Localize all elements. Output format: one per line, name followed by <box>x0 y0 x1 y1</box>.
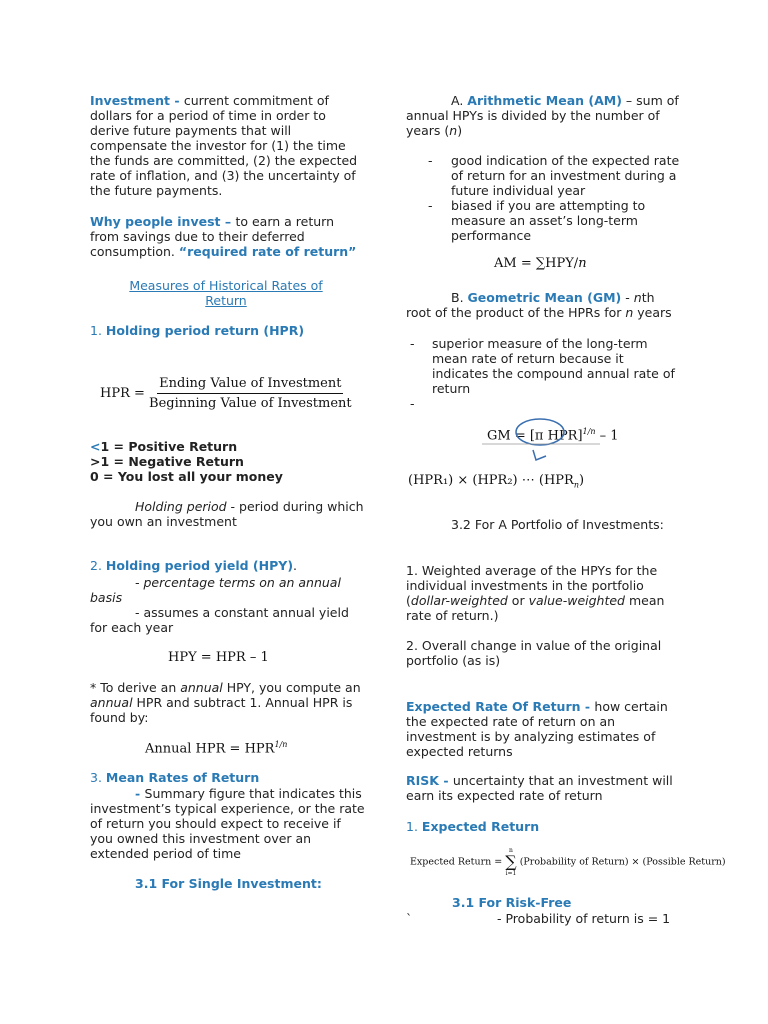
am-formula-n: n <box>578 256 587 271</box>
gm-prefix: B. <box>451 290 468 305</box>
expected-rate-term: Expected Rate Of Return - <box>406 699 595 714</box>
why-invest-definition: to earn a return from savings due to their deferred consumption. <box>90 214 334 259</box>
gm-circle-mark <box>516 419 564 445</box>
hpr-formula-lhs: HPR = <box>100 386 150 401</box>
gm-title: Geometric Mean (GM) <box>467 290 622 305</box>
sigma-top: n <box>509 847 513 854</box>
risk-paragraph <box>406 773 681 803</box>
hpy-line1 <box>90 575 365 605</box>
portfolio-p1-a: 1. Weighted average of the HPYs for the individual investments in the portfolio ( <box>406 563 658 608</box>
risk-free-tick: ` <box>406 911 413 926</box>
gm-def-n-2: n <box>625 305 634 320</box>
hpy-line1-text: - percentage terms on an annual basis <box>90 575 341 605</box>
gm-def-b: th root of the product of the HPRs for <box>406 290 655 320</box>
gm-product-end: ) <box>578 473 585 488</box>
risk-definition: uncertainty that an investment will earn its expected rate of return <box>406 773 673 803</box>
gm-bullet-empty: - <box>410 396 415 411</box>
measures-title: Measures of Historical Rates of Return <box>129 278 323 308</box>
hpy-line2-text: - assumes a constant annual yield for each year <box>90 605 349 635</box>
risk-free-heading <box>452 895 571 910</box>
risk-term: RISK - <box>406 773 453 788</box>
annual-note <box>90 680 365 725</box>
gm-formula-rhs: – 1 <box>595 428 619 444</box>
hpr-heading <box>90 323 365 338</box>
annual-note-c: HPR and subtract 1. Annual HPR is found by: <box>90 695 353 725</box>
hpy-heading <box>90 558 365 573</box>
hpr-rule-negative: >1 = Negative Return <box>90 454 244 469</box>
portfolio-point-2: 2. Overall change in value of the original portfolio (as is) <box>406 638 662 668</box>
am-paragraph <box>406 93 681 138</box>
hpr-denominator: Beginning Value of Investment <box>149 396 352 411</box>
gm-product <box>408 473 584 493</box>
expected-rate-paragraph <box>406 699 681 759</box>
holding-period-definition: - period during which you own an investment <box>90 499 364 529</box>
mean-heading <box>90 770 365 785</box>
am-formula-text: AM = ∑HPY/ <box>494 256 579 271</box>
annual-hpr-exponent: 1/n <box>274 740 288 749</box>
expected-return-heading <box>406 819 681 834</box>
investment-paragraph <box>90 93 365 198</box>
hpy-dot: . <box>293 558 298 573</box>
annual-note-b: HPY, you compute an <box>222 680 361 695</box>
am-prefix: A. <box>451 93 468 108</box>
gm-def-a: - <box>621 290 634 305</box>
gm-def-c: years <box>633 305 672 320</box>
investment-term: Investment - <box>90 93 184 108</box>
portfolio-p1-i1: dollar-weighted <box>410 593 508 608</box>
sigma-bottom: i=1 <box>505 870 517 877</box>
mean-definition-text: Summary figure that indicates this investment’s typical experience, or the rate of return you should expect to receive if you owned this investment over an extended period of time <box>90 786 365 861</box>
mean-number: 3. <box>90 770 106 785</box>
single-investment-heading <box>135 876 322 891</box>
gm-annotation-marks <box>470 414 610 466</box>
hpy-formula: HPY = HPR – 1 <box>168 650 269 665</box>
expected-return-formula <box>410 846 726 878</box>
risk-free-definition: - Probability of return is = 1 <box>497 911 671 926</box>
gm-check-mark <box>533 450 546 460</box>
gm-bullet-text: superior measure of the long-term mean rate of return because it indicates the compound annual rate of return <box>432 336 675 396</box>
gm-bullets <box>406 336 681 411</box>
expected-return-formula-rhs: (Probability of Return) × (Possible Return) <box>519 856 726 868</box>
why-invest-paragraph <box>90 214 365 259</box>
sigma-symbol: n ∑ i=1 <box>505 847 517 877</box>
mean-title: Mean Rates of Return <box>105 770 260 785</box>
mean-definition <box>90 786 365 861</box>
expected-return-formula-lhs: Expected Return = <box>410 856 506 868</box>
am-bullet-text-2: biased if you are attempting to measure an asset’s long-term performance <box>451 198 646 243</box>
gm-product-n: n <box>573 480 579 490</box>
gm-formula-lhs: GM = [π HPR] <box>487 428 583 444</box>
annual-note-word: annual <box>180 680 223 695</box>
hpr-rule-positive: <1 = Positive Return <box>90 439 238 454</box>
am-def-n: n <box>449 123 458 138</box>
why-invest-term: Why people invest – <box>90 214 236 229</box>
annual-note-word-2: annual <box>90 695 133 710</box>
portfolio-p1-i2: value-weighted <box>528 593 625 608</box>
am-bullets <box>406 153 681 243</box>
am-bullet-text-1: good indication of the expected rate of return for an investment during a future individual year <box>451 153 680 198</box>
am-def-b: ) <box>457 123 463 138</box>
annual-hpr-formula <box>145 737 287 756</box>
hpy-line2 <box>90 605 365 635</box>
investment-definition: current commitment of dollars for a period of time in order to derive future payments that will compensate the investor for (1) the time the funds are committed, (2) the expected rate of inflation, and (3) the uncertainty of the future payments. <box>90 93 358 198</box>
expected-return-number: 1. <box>406 819 422 834</box>
section-title-measures <box>110 278 342 308</box>
gm-bullet: - superior measure of the long-term mean rate of return because it indicates the compound annual rate of return <box>410 336 675 396</box>
gm-formula-exponent: 1/n <box>582 427 596 436</box>
portfolio-title: 3.2 For A Portfolio of Investments: <box>451 517 664 532</box>
mean-dash: - <box>135 786 145 801</box>
hpr-formula <box>100 376 352 411</box>
required-rate-quote: “required rate of return” <box>178 244 357 259</box>
am-def-a: – sum of annual HPYs is divided by the number of years ( <box>406 93 679 138</box>
portfolio-heading <box>406 517 681 532</box>
portfolio-point-1 <box>406 563 681 623</box>
annual-note-a: * To derive an <box>90 680 181 695</box>
am-formula <box>494 256 587 271</box>
holding-period-term: Holding period <box>135 499 227 514</box>
holding-period-paragraph <box>90 499 365 529</box>
hpr-number: 1. <box>90 323 106 338</box>
am-bullet: - good indication of the expected rate of return for an investment during a future individual year <box>428 153 680 198</box>
am-bullet: - biased if you are attempting to measure an asset’s long-term performance <box>428 198 646 243</box>
risk-free-title: 3.1 For Risk-Free <box>452 895 572 910</box>
portfolio-p1-b: mean rate of return.) <box>406 593 665 623</box>
portfolio-p1-or: or <box>507 593 529 608</box>
am-title: Arithmetic Mean (AM) <box>467 93 622 108</box>
hpr-rules <box>90 439 365 484</box>
hpy-number: 2. <box>90 558 106 573</box>
single-investment-title: 3.1 For Single Investment: <box>135 876 322 891</box>
hpr-title: Holding period return (HPR) <box>105 323 305 338</box>
hpr-rule-zero: 0 = You lost all your money <box>90 469 283 484</box>
expected-rate-definition: how certain the expected rate of return on an investment is by analyzing estimates of expected returns <box>406 699 668 759</box>
gm-def-n: n <box>633 290 642 305</box>
hpy-title: Holding period yield (HPY) <box>105 558 294 573</box>
annual-hpr-formula-text: Annual HPR = HPR <box>145 741 275 757</box>
hpr-numerator: Ending Value of Investment <box>157 376 343 394</box>
gm-product-text: (HPR₁) × (HPR₂) ⋯ (HPR <box>408 473 574 488</box>
expected-return-title: Expected Return <box>421 819 540 834</box>
gm-paragraph <box>406 290 681 320</box>
